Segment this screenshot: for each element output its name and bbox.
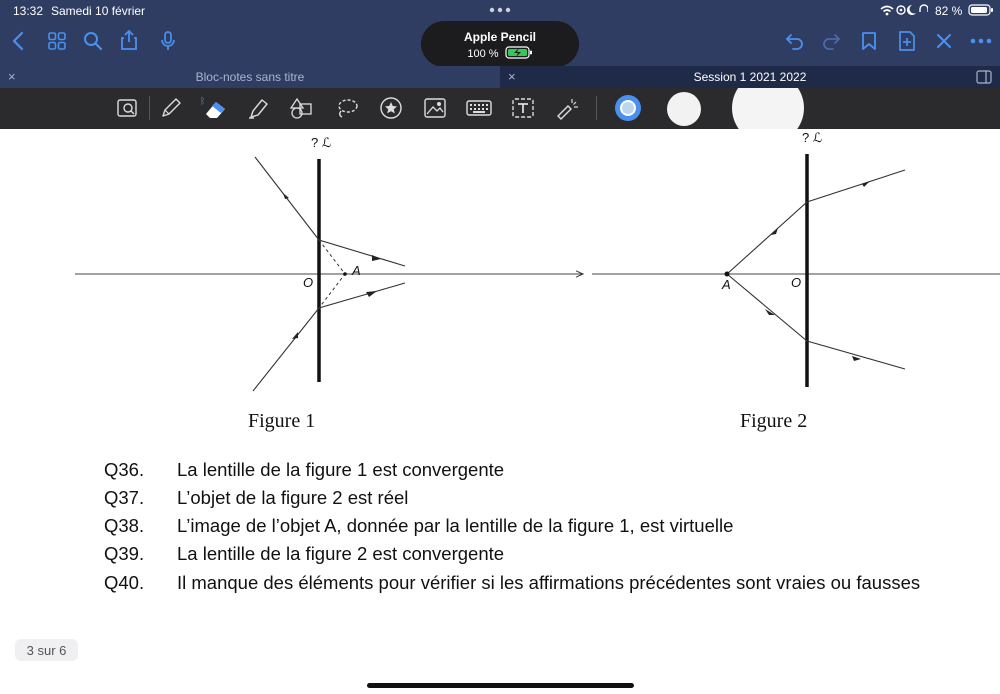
image-icon[interactable] bbox=[421, 94, 449, 122]
point-a-figure-2 bbox=[725, 272, 730, 277]
more-options-icon[interactable] bbox=[968, 34, 994, 48]
question-text: Il manque des éléments pour vérifier si les affirmations précédentes sont vraies ou fausses bbox=[177, 572, 921, 593]
figure-1-caption: Figure 1 bbox=[248, 410, 316, 432]
lasso-icon[interactable] bbox=[333, 94, 361, 122]
multitask-dots-icon[interactable] bbox=[477, 6, 523, 14]
drawing-toolbar bbox=[0, 88, 1000, 129]
status-icons bbox=[878, 3, 928, 17]
question-q36 bbox=[104, 459, 504, 481]
text-box-icon[interactable] bbox=[509, 94, 537, 122]
question-q40 bbox=[104, 572, 1000, 594]
tab-label: Bloc-notes sans titre bbox=[195, 70, 305, 84]
origin-label-figure-1: O bbox=[303, 275, 314, 290]
question-number: Q36. bbox=[104, 459, 145, 480]
tab-bloc-notes[interactable] bbox=[0, 66, 500, 88]
ray-upper bbox=[255, 157, 405, 266]
page-indicator: 3 sur 6 bbox=[15, 639, 78, 661]
ray-upper bbox=[727, 170, 905, 274]
laser-pointer-icon[interactable] bbox=[553, 94, 581, 122]
microphone-icon[interactable] bbox=[157, 30, 179, 52]
shapes-icon[interactable] bbox=[288, 94, 316, 122]
origin-label-figure-2: O bbox=[791, 275, 802, 290]
svg-text:ᛒ: ᛒ bbox=[200, 97, 206, 107]
back-icon[interactable] bbox=[8, 30, 28, 52]
eraser-icon[interactable] bbox=[200, 94, 228, 122]
question-number: Q39. bbox=[104, 543, 145, 564]
tab-close-icon[interactable]: × bbox=[8, 69, 16, 84]
ray-lower bbox=[253, 283, 405, 391]
question-text: L’objet de la figure 2 est réel bbox=[177, 487, 409, 508]
zoom-window-icon[interactable] bbox=[113, 94, 141, 122]
tab-session[interactable] bbox=[500, 66, 1000, 88]
question-text: La lentille de la figure 2 est convergente bbox=[177, 543, 505, 564]
color-swatch-white[interactable] bbox=[666, 91, 702, 127]
share-icon[interactable] bbox=[118, 28, 140, 52]
point-a-figure-1 bbox=[343, 272, 347, 276]
toolbar-divider bbox=[149, 96, 150, 120]
battery-charging-icon bbox=[505, 46, 533, 62]
apple-pencil-popup bbox=[421, 21, 579, 67]
undo-icon[interactable] bbox=[784, 30, 806, 52]
question-number: Q38. bbox=[104, 515, 145, 536]
highlighter-icon[interactable] bbox=[244, 94, 272, 122]
grid-view-icon[interactable] bbox=[46, 30, 68, 52]
question-q38 bbox=[104, 515, 733, 537]
split-view-icon[interactable] bbox=[976, 70, 992, 87]
search-icon[interactable] bbox=[82, 30, 104, 52]
battery-percent: 82 % bbox=[935, 4, 963, 18]
question-q39 bbox=[104, 543, 504, 565]
status-time: 13:32 bbox=[13, 4, 44, 18]
question-number: Q40. bbox=[104, 572, 145, 593]
status-date: Samedi 10 février bbox=[51, 4, 146, 18]
question-q37 bbox=[104, 487, 408, 509]
figure-2-caption: Figure 2 bbox=[740, 410, 808, 432]
lens-label-figure-2: ? ℒ bbox=[802, 130, 823, 145]
tab-label: Session 1 2021 2022 bbox=[693, 70, 807, 84]
pencil-popup-title: Apple Pencil bbox=[463, 30, 537, 44]
ray-arrow bbox=[862, 181, 870, 187]
question-number: Q37. bbox=[104, 487, 145, 508]
keyboard-icon[interactable] bbox=[465, 94, 493, 122]
close-icon[interactable] bbox=[933, 30, 955, 52]
question-text: La lentille de la figure 1 est convergente bbox=[177, 459, 505, 480]
point-label-figure-2: A bbox=[722, 277, 731, 292]
toolbar-divider bbox=[596, 96, 597, 120]
color-swatch-blue[interactable] bbox=[613, 93, 643, 123]
pencil-icon[interactable] bbox=[157, 94, 185, 122]
ray-arrow bbox=[852, 356, 861, 361]
ray-lower bbox=[727, 274, 905, 369]
pencil-battery-percent: 100 % bbox=[467, 48, 499, 60]
bookmark-icon[interactable] bbox=[858, 30, 880, 52]
lens-label-figure-1: ? ℒ bbox=[311, 135, 332, 150]
app-chrome bbox=[0, 0, 1000, 129]
figure-2-diagram bbox=[592, 154, 1000, 387]
battery-icon bbox=[968, 4, 994, 16]
sticker-icon[interactable] bbox=[377, 94, 405, 122]
ray-arrow bbox=[283, 193, 289, 199]
question-text: L’image de l’objet A, donnée par la lentille de la figure 1, est virtuelle bbox=[177, 515, 734, 536]
point-label-figure-1: A bbox=[352, 263, 361, 278]
figure-1-diagram bbox=[75, 157, 583, 391]
home-indicator[interactable] bbox=[367, 683, 634, 688]
ray-arrow bbox=[366, 291, 377, 297]
ray-arrow bbox=[292, 332, 298, 339]
add-page-icon[interactable] bbox=[896, 29, 918, 53]
redo-icon[interactable] bbox=[820, 30, 842, 52]
stroke-width-swatch[interactable] bbox=[732, 88, 804, 129]
tab-close-icon[interactable]: × bbox=[508, 69, 516, 84]
optics-figures bbox=[0, 129, 1000, 429]
